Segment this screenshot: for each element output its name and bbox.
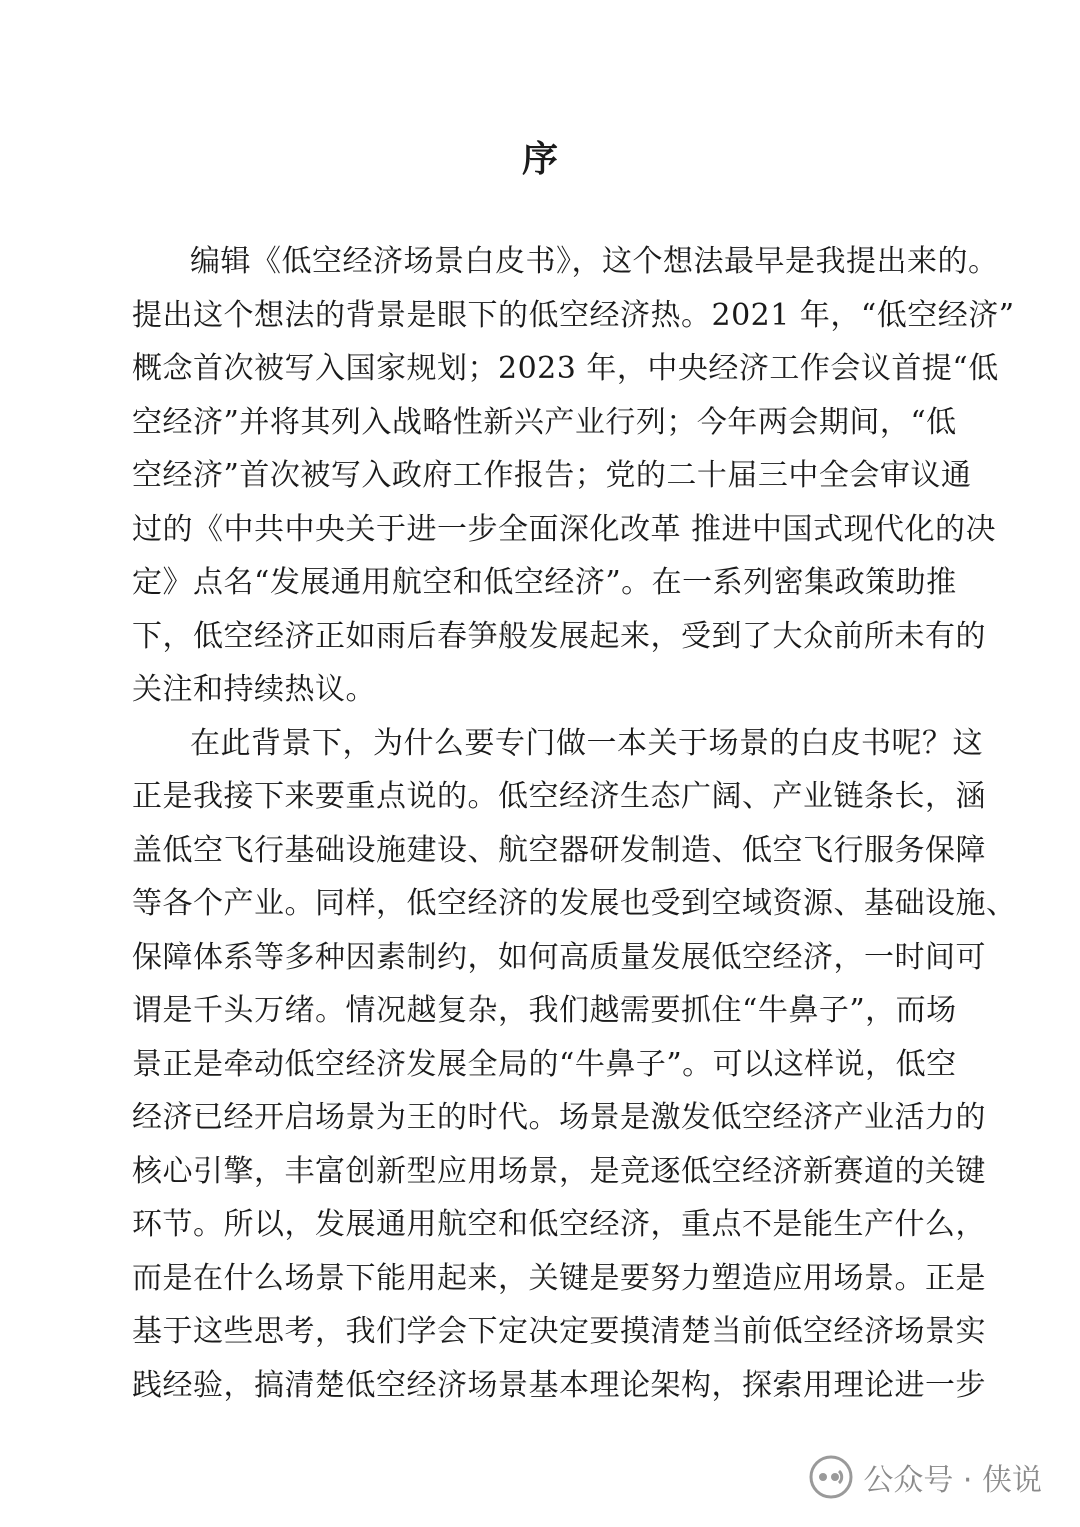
text-line: 基于这些思考，我们学会下定决定要摸清楚当前低空经济场景实 <box>132 1314 986 1349</box>
text-line: 盖低空飞行基础设施建设、航空器研发制造、低空飞行服务保障 <box>132 832 986 868</box>
page-title: 序 <box>521 139 558 180</box>
text-line: 编辑《低空经济场景白皮书》，这个想法最早是我提出来的。 <box>190 244 999 279</box>
text-line: 而是在什么场景下能用起来，关键是要努力塑造应用场景。正是 <box>132 1260 986 1296</box>
watermark-text: 公众号 · 侠说 <box>863 1463 1042 1498</box>
text-line: 核心引擎，丰富创新型应用场景，是竞逐低空经济新赛道的关键 <box>132 1153 986 1189</box>
text-line: 景正是牵动低空经济发展全局的“牛鼻子”。可以这样说，低空 <box>132 1046 957 1082</box>
text-line: 保障体系等多种因素制约，如何高质量发展低空经济，一时间可 <box>132 939 986 975</box>
text-line: 概念首次被写入国家规划；2023 年，中央经济工作会议首提“低 <box>132 351 999 386</box>
text-line: 在此背景下，为什么要专门做一本关于场景的白皮书呢？这 <box>190 725 983 761</box>
body-text <box>132 235 1017 1412</box>
text-line: 下，低空经济正如雨后春笋般发展起来，受到了大众前所未有的 <box>132 618 986 654</box>
watermark <box>809 1449 1042 1505</box>
text-line: 正是我接下来要重点说的。低空经济生态广阔、产业链条长，涵 <box>132 779 986 814</box>
text-line: 践经验，搞清楚低空经济场景基本理论架构，探索用理论进一步 <box>132 1367 986 1403</box>
wechat-channel-icon <box>809 1455 853 1499</box>
text-line: 过的《中共中央关于进一步全面深化改革 推进中国式现代化的决 <box>132 511 997 547</box>
text-line: 空经济”并将其列入战略性新兴产业行列；今年两会期间，“低 <box>132 404 957 440</box>
text-line: 经济已经开启场景为王的时代。场景是激发低空经济产业活力的 <box>132 1100 986 1135</box>
text-line: 关注和持续热议。 <box>132 672 376 707</box>
text-line: 空经济”首次被写入政府工作报告；党的二十届三中全会审议通 <box>132 458 972 493</box>
text-line: 提出这个想法的背景是眼下的低空经济热。2021 年，“低空经济” <box>132 297 1015 333</box>
text-line: 环节。所以，发展通用航空和低空经济，重点不是能生产什么， <box>132 1207 986 1242</box>
text-line: 等各个产业。同样，低空经济的发展也受到空域资源、基础设施、 <box>132 886 1017 921</box>
text-line: 定》点名“发展通用航空和低空经济”。在一系列密集政策助推 <box>132 565 957 600</box>
text-line: 谓是千头万绪。情况越复杂，我们越需要抓住“牛鼻子”，而场 <box>132 993 957 1028</box>
